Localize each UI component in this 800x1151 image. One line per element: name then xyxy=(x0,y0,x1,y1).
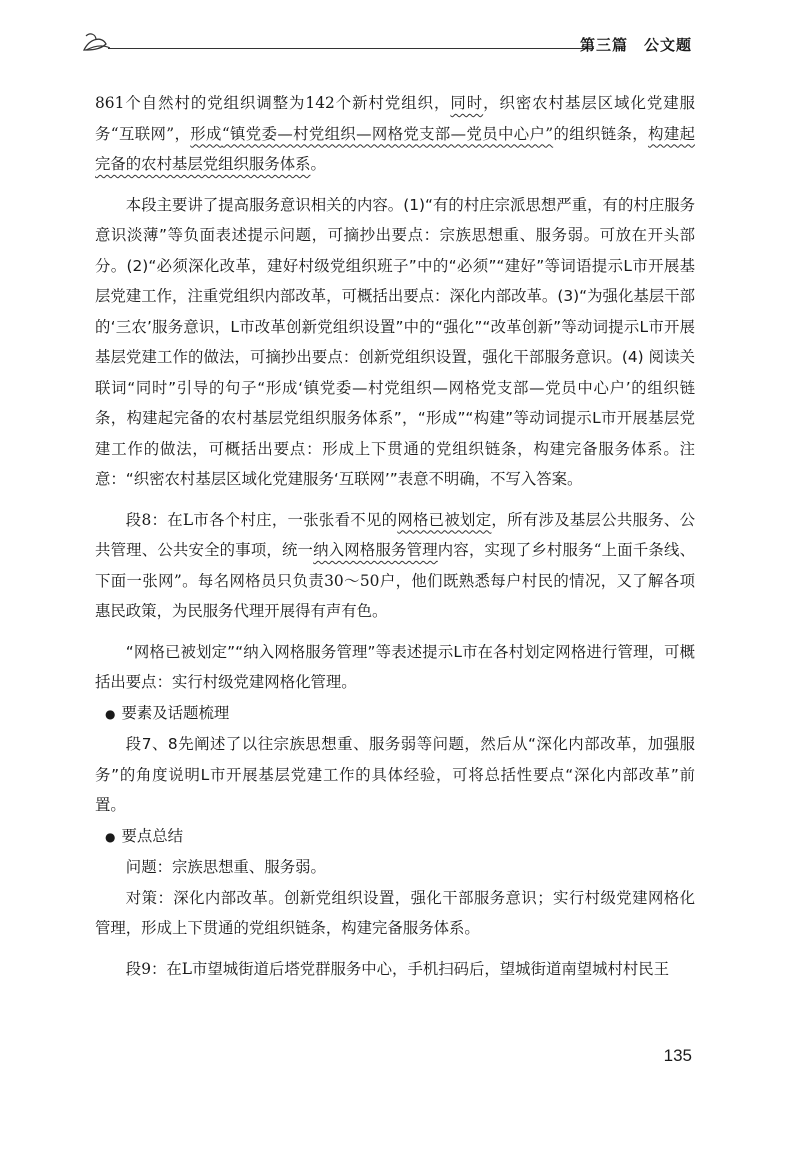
header-rule xyxy=(108,48,594,49)
paragraph-7-continued: 861个自然村的党组织调整为142个新村党组织，同时，织密农村基层区域化党建服务“互联网”，形成“镇党委—村党组织—网格党支部—党员中心户”的组织链条，构建起完备的农村基层党组织服务体系。 xyxy=(95,94,695,173)
section-title: 第三篇 公文题 xyxy=(579,36,692,54)
leaf-sprout-icon xyxy=(80,28,110,58)
problem-line: 问题：宗族思想重、服务弱。 xyxy=(125,858,326,876)
page-number: 135 xyxy=(663,1046,692,1065)
analysis-paragraph-8: “网格已被划定”“纳入网格服务管理”等表述提示L市在各村划定网格进行管理，可概括出要点：实行村级党建网格化管理。 xyxy=(95,642,695,691)
analysis-paragraph-7: 本段主要讲了提高服务意识相关的内容。(1)“有的村庄宗派思想严重，有的村庄服务意识淡薄”等负面表述提示问题，可摘抄出要点：宗族思想重、服务弱。可放在开头部分。(2)“必须深化改革，建好村级党组织班子”中的“必须”“建好”等词语提示L市开展基层党建工作，注重党组织内部改革，可概括出要点：深化内部改革。(3)“为强化基层干部的‘三农’服务意识，L市改革创新党组织设置”中的“强化”“改革创新”等动词提示L市开展基层党建工作的做法，可摘抄出要点：创新党组织设置，强化干部服务意识。(4) 阅读关联词“同时”引导的句子“形成‘镇党委—村党组织—网格党支部—党员中心户’的组织链条，构建起完备的农村基层党组织服务体系”，“形成”“构建”等动词提示L市开展基层党建工作的做法，可概括出要点：形成上下贯通的党组织链条，构建完备服务体系。注意：“织密农村基层区域化党建服务‘互联网’”表意不明确，不写入答案。 xyxy=(95,195,695,488)
wavy-underline-system: 构建起完备的农村基层党组织服务体系 xyxy=(95,124,695,173)
running-header xyxy=(80,28,692,62)
paragraph-8: 段8：在L市各个村庄，一张张看不见的网格已被划定，所有涉及基层公共服务、公共管理、公共安全的事项，统一纳入网格服务管理内容，实现了乡村服务“上面千条线、下面一张网”。每名网格员只负责30～50户，他们既熟悉每户村民的情况，又了解各项惠民政策，为民服务代理开展得有声有色。 xyxy=(95,510,695,620)
bullet-icon: ● xyxy=(105,829,116,844)
sorting-paragraph: 段7、8先阐述了以往宗族思想重、服务弱等问题，然后从“深化内部改革，加强服务”的角度说明L市开展基层党建工作的具体经验，可将总括性要点“深化内部改革”前置。 xyxy=(95,735,695,814)
wavy-underline-chain: “镇党委—村党组织—网格党支部—党员中心户” xyxy=(221,124,554,143)
page-body xyxy=(95,88,695,984)
wavy-underline-grid-service: 纳入网格服务管理 xyxy=(313,541,438,559)
section-heading-summary: ● 要点总结 xyxy=(95,821,695,853)
wavy-underline-grid: 网格已被划定 xyxy=(397,510,492,529)
paragraph-9: 段9：在L市望城街道后塔党群服务中心，手机扫码后，望城街道南望城村村民王 xyxy=(125,959,670,978)
bullet-icon: ● xyxy=(105,706,116,721)
wavy-underline-tongshi: 同时 xyxy=(450,94,484,112)
section-heading-elements: ● 要素及话题梳理 xyxy=(95,698,695,730)
measure-line: 对策：深化内部改革。创新党组织设置，强化干部服务意识；实行村级党建网格化管理，形成上下贯通的党组织链条，构建完备服务体系。 xyxy=(95,888,695,937)
wavy-underline-xingcheng: 形成 xyxy=(190,124,222,143)
